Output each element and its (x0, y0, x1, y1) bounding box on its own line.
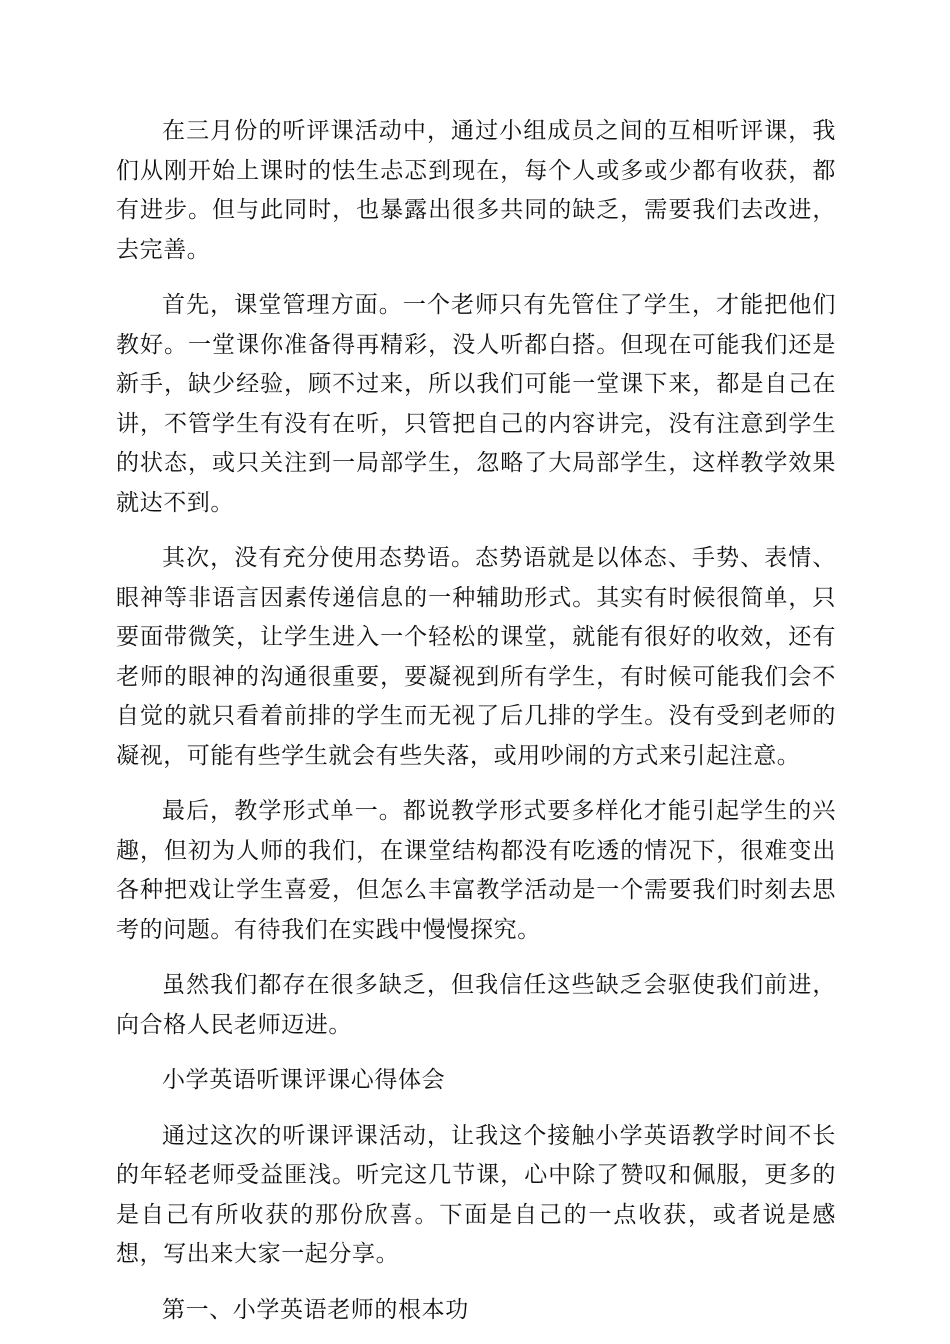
paragraph-body-language: 其次，没有充分使用态势语。态势语就是以体态、手势、表情、眼神等非语言因素传递信息的一种辅助形式。其实有时候很简单，只要面带微笑，让学生进入一个轻松的课堂，就能有很好的收效，还有老师的眼神的沟通很重要，要凝视到所有学生，有时候可能我们会不自觉的就只看着前排的学生而无视了后几排的学生。没有受到老师的凝视，可能有些学生就会有些失落，或用吵闹的方式来引起注意。 (116, 545, 836, 769)
paragraph-conclusion: 虽然我们都存在很多缺乏，但我信任这些缺乏会驱使我们前进，向合格人民老师迈进。 (116, 972, 836, 1038)
paragraph-english-lesson-reflection: 通过这次的听课评课活动，让我这个接触小学英语教学时间不长的年轻老师受益匪浅。听完这几节课，心中除了赞叹和佩服，更多的是自己有所收获的那份欣喜。下面是自己的一点收获，或者说是感想，写出来大家一起分享。 (116, 1122, 836, 1267)
paragraph-listening-evaluation-intro: 在三月份的听评课活动中，通过小组成员之间的互相听评课，我们从刚开始上课时的怯生忐忑到现在，每个人或多或少都有收获，都有进步。但与此同时，也暴露出很多共同的缺乏，需要我们去改进，去完善。 (116, 118, 836, 263)
section-title: 小学英语听课评课心得体会 (162, 1067, 446, 1093)
subheading-basic-skills: 第一、小学英语老师的根本功 (162, 1296, 469, 1323)
document-body (116, 112, 836, 1330)
paragraph-teaching-form: 最后，教学形式单一。都说教学形式要多样化才能引起学生的兴趣，但初为人师的我们，在课堂结构都没有吃透的情况下，很难变出各种把戏让学生喜爱，但怎么丰富教学活动是一个需要我们时刻去思考的问题。有待我们在实践中慢慢探究。 (116, 798, 836, 943)
paragraph-classroom-management: 首先，课堂管理方面。一个老师只有先管住了学生，才能把他们教好。一堂课你准备得再精彩，没人听都白搭。但现在可能我们还是新手，缺少经验，顾不过来，所以我们可能一堂课下来，都是自己在讲，不管学生有没有在听，只管把自己的内容讲完，没有注意到学生的状态，或只关注到一局部学生，忽略了大局部学生，这样教学效果就达不到。 (116, 292, 836, 516)
